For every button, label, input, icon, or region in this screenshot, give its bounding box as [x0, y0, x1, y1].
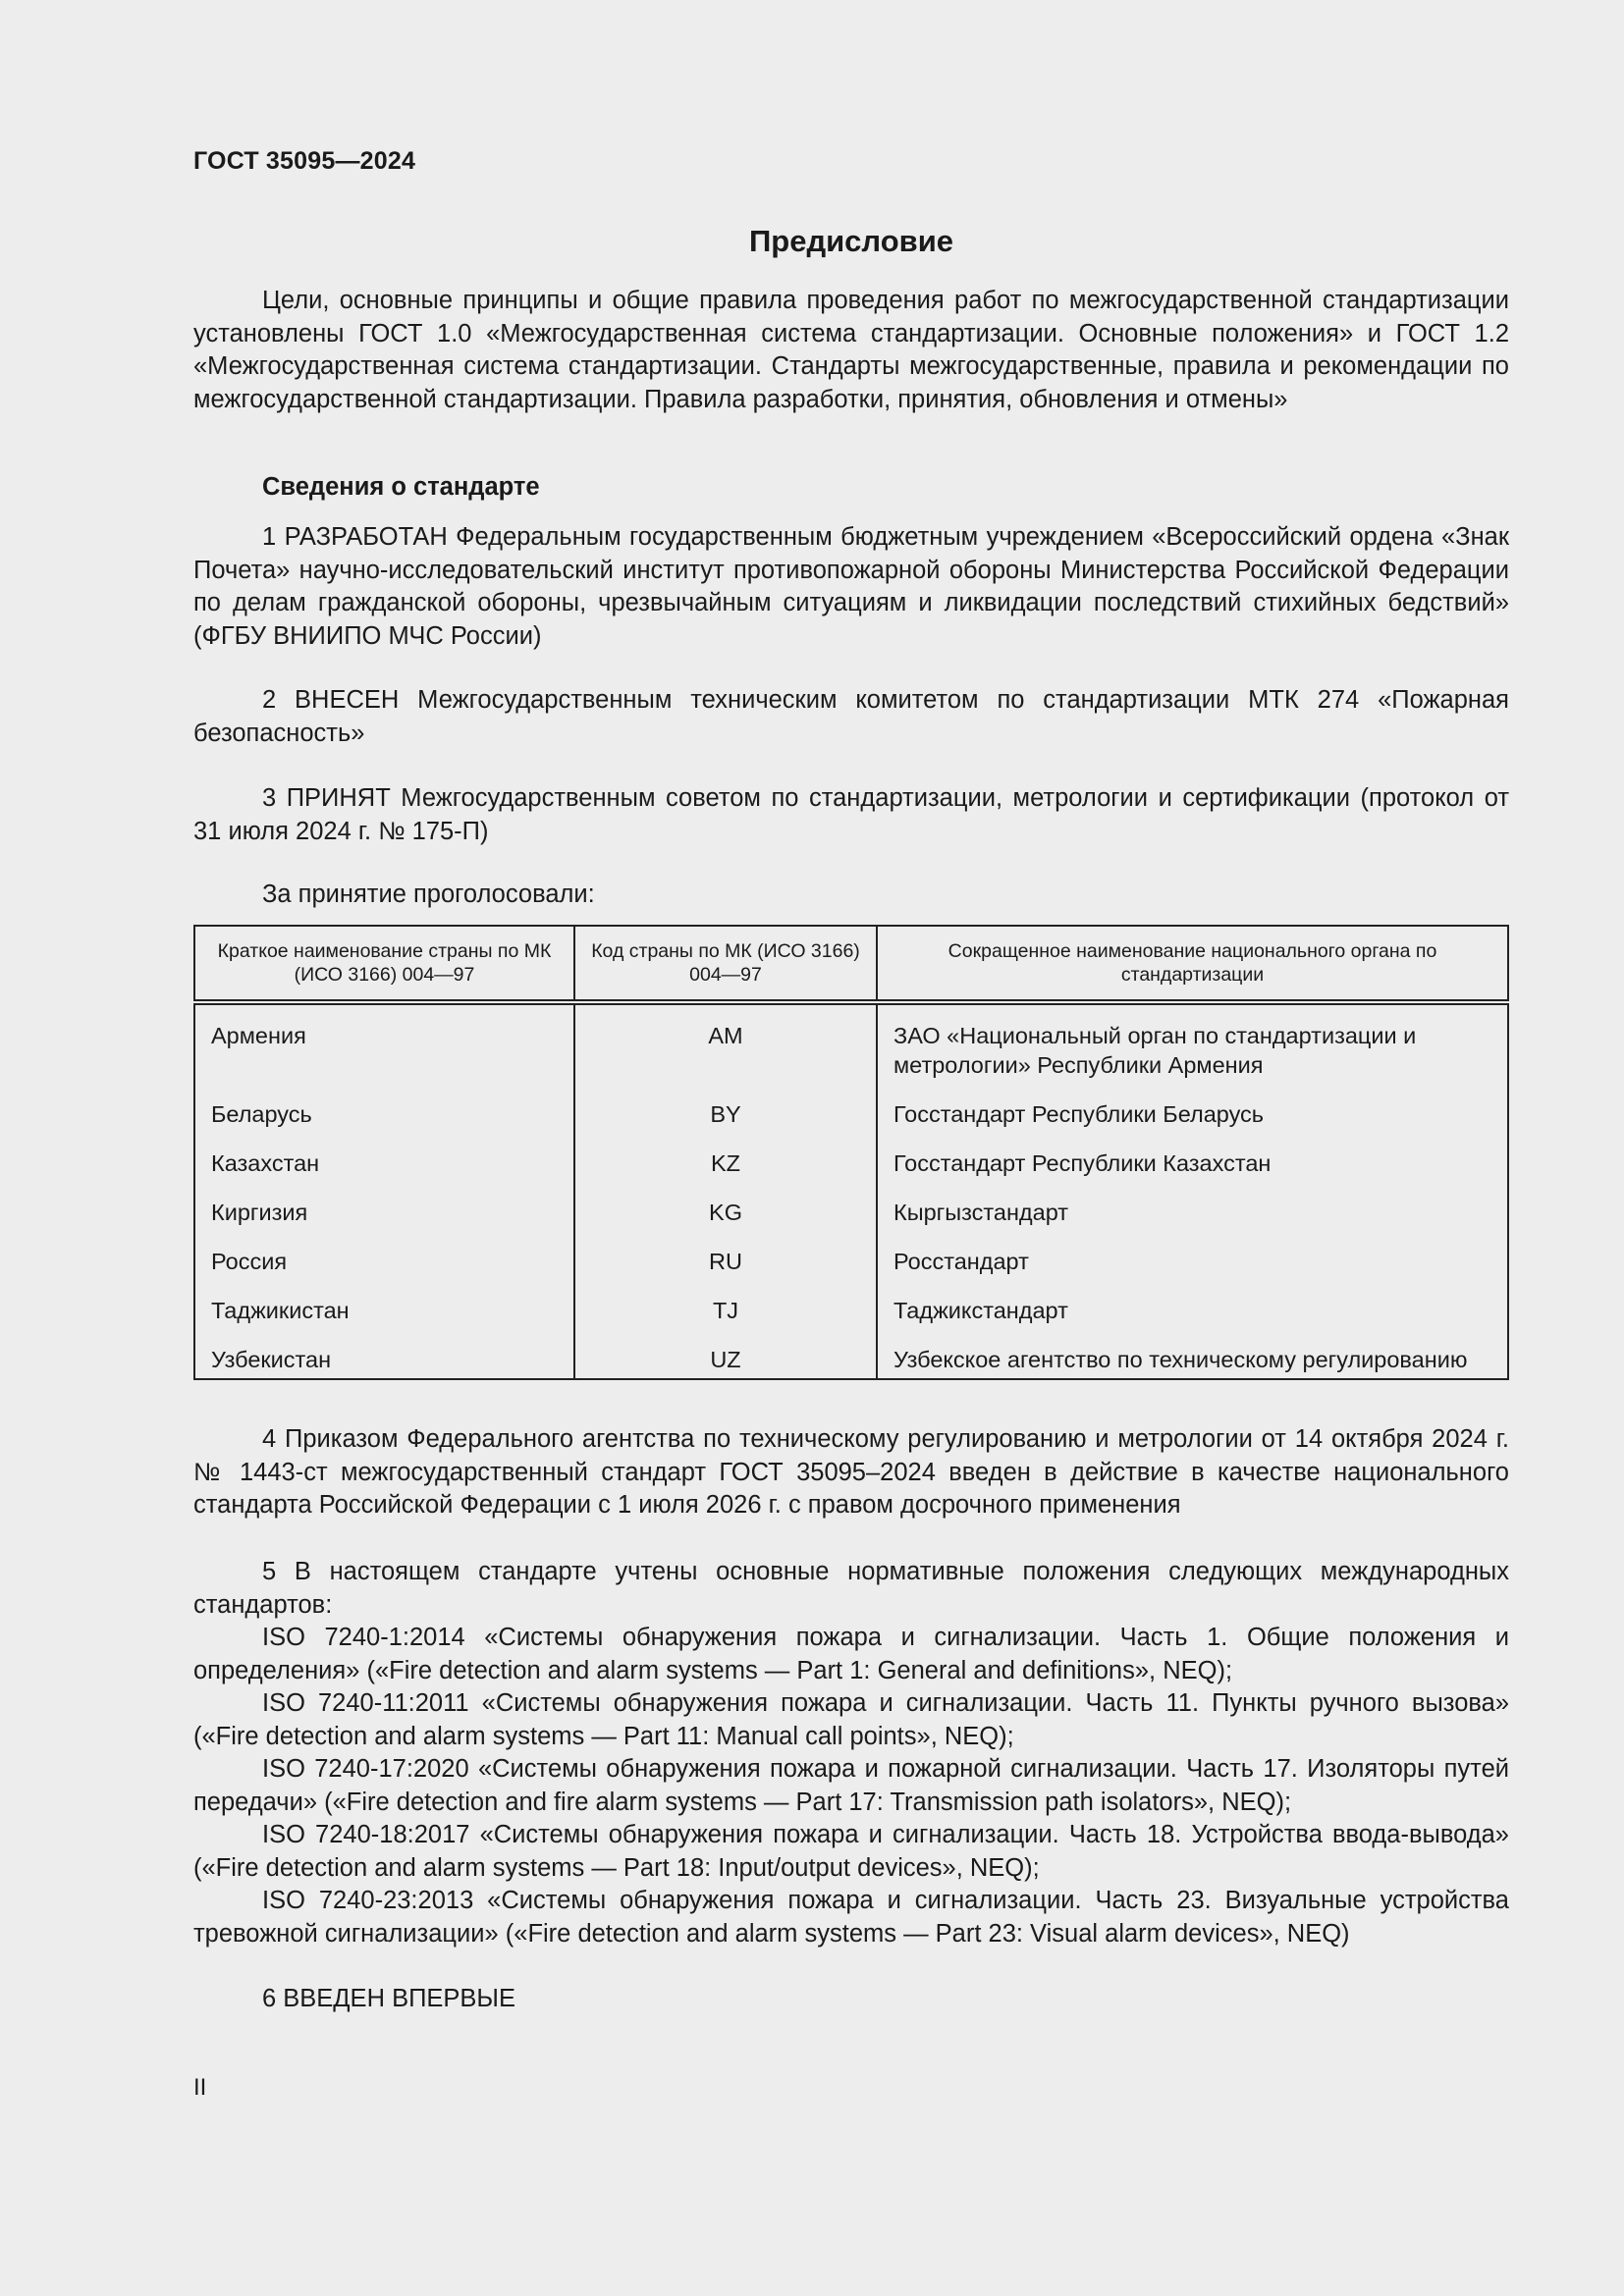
item-6-paragraph: 6 ВВЕДЕН ВПЕРВЫЕ: [262, 1985, 516, 2012]
cell-country: Армения: [194, 1002, 574, 1090]
table-header-row: [194, 926, 1508, 1002]
item-4-paragraph: 4 Приказом Федерального агентства по техническому регулированию и метрологии от 14 октября 2024 г. № 1443-ст межгосударственный стандарт ГОСТ 35095–2024 введен в действие в качестве национального стандарта Российской Федерации с 1 июля 2026 г. с правом досрочного применения: [193, 1425, 1509, 1519]
countries-table: [193, 925, 1509, 1380]
cell-code: RU: [574, 1237, 877, 1286]
section-title: Предисловие: [748, 224, 953, 258]
cell-body: ЗАО «Национальный орган по стандартизации и метрологии» Республики Армения: [877, 1002, 1508, 1090]
table-row: [194, 1002, 1508, 1090]
table-row: [194, 1139, 1508, 1188]
item-5-block: [193, 1556, 1509, 1950]
cell-country: Таджикистан: [194, 1286, 574, 1335]
header-country: Краткое наименование страны по МК (ИСО 3166) 004—97: [194, 926, 574, 1002]
cell-code: KZ: [574, 1139, 877, 1188]
cell-country: Беларусь: [194, 1090, 574, 1139]
cell-body: Госстандарт Республики Казахстан: [877, 1139, 1508, 1188]
cell-body: Таджикстандарт: [877, 1286, 1508, 1335]
about-heading: Сведения о стандарте: [262, 473, 540, 501]
cell-code: UZ: [574, 1335, 877, 1379]
iso-reference: ISO 7240-17:2020 «Системы обнаружения пожара и пожарной сигнализации. Часть 17. Изоляторы путей передачи» («Fire detection and fire alarm systems — Part 17: Transmission path isolators», NEQ);: [193, 1755, 1509, 1816]
item-1-block: [193, 521, 1509, 653]
cell-body: Узбекское агентство по техническому регулированию: [877, 1335, 1508, 1379]
vote-label: За принятие проголосовали:: [262, 881, 595, 908]
item-3-block: [193, 782, 1509, 848]
item-4-block: [193, 1423, 1509, 1522]
iso-reference: ISO 7240-23:2013 «Системы обнаружения пожара и сигнализации. Часть 23. Визуальные устройства тревожной сигнализации» («Fire detection and alarm systems — Part 23: Visual alarm devices», NEQ): [193, 1887, 1509, 1948]
cell-code: KG: [574, 1188, 877, 1237]
cell-body: Госстандарт Республики Беларусь: [877, 1090, 1508, 1139]
header-code: Код страны по МК (ИСО 3166) 004—97: [574, 926, 877, 1002]
cell-code: AM: [574, 1002, 877, 1090]
cell-body: Росстандарт: [877, 1237, 1508, 1286]
page-number: II: [193, 2074, 207, 2101]
intro-paragraph: Цели, основные принципы и общие правила проведения работ по межгосударственной стандартизации установлены ГОСТ 1.0 «Межгосударственная система стандартизации. Основные положения» и ГОСТ 1.2 «Межгосударственная система стандартизации. Стандарты межгосударственные, правила и рекомендации по межгосударственной стандартизации. Правила разработки, принятия, обновления и отмены»: [193, 287, 1509, 413]
iso-reference: ISO 7240-1:2014 «Системы обнаружения пожара и сигнализации. Часть 1. Общие положения и определения» («Fire detection and alarm systems — Part 1: General and definitions», NEQ);: [193, 1624, 1509, 1684]
item-3-paragraph: 3 ПРИНЯТ Межгосударственным советом по стандартизации, метрологии и сертификации (протокол от 31 июля 2024 г. № 175-П): [193, 784, 1509, 845]
item-5-intro: 5 В настоящем стандарте учтены основные нормативные положения следующих международных стандартов:: [193, 1558, 1509, 1619]
intro-block: [193, 285, 1509, 416]
cell-country: Узбекистан: [194, 1335, 574, 1379]
cell-body: Кыргызстандарт: [877, 1188, 1508, 1237]
table-row: [194, 1188, 1508, 1237]
cell-code: TJ: [574, 1286, 877, 1335]
cell-country: Казахстан: [194, 1139, 574, 1188]
cell-country: Россия: [194, 1237, 574, 1286]
table-row: [194, 1286, 1508, 1335]
document-number: ГОСТ 35095—2024: [193, 147, 416, 175]
item-2-paragraph: 2 ВНЕСЕН Межгосударственным техническим комитетом по стандартизации МТК 274 «Пожарная безопасность»: [193, 686, 1509, 747]
table-row: [194, 1090, 1508, 1139]
item-1-paragraph: 1 РАЗРАБОТАН Федеральным государственным бюджетным учреждением «Всероссийский ордена «Знак Почета» научно-исследовательский институт противопожарной обороны Министерства Российской Федерации по делам гражданской обороны, чрезвычайным ситуациям и ликвидации последствий стихийных бедствий» (ФГБУ ВНИИПО МЧС России): [193, 523, 1509, 650]
cell-code: BY: [574, 1090, 877, 1139]
table-row: [194, 1237, 1508, 1286]
cell-country: Киргизия: [194, 1188, 574, 1237]
iso-reference: ISO 7240-18:2017 «Системы обнаружения пожара и сигнализации. Часть 18. Устройства ввода-вывода» («Fire detection and alarm systems — Part 18: Input/output devices», NEQ);: [193, 1821, 1509, 1882]
table-row: [194, 1335, 1508, 1379]
iso-reference: ISO 7240-11:2011 «Системы обнаружения пожара и сигнализации. Часть 11. Пункты ручного вызова» («Fire detection and alarm systems — Part 11: Manual call points», NEQ);: [193, 1689, 1509, 1750]
header-body: Сокращенное наименование национального органа по стандартизации: [877, 926, 1508, 1002]
item-2-block: [193, 684, 1509, 750]
